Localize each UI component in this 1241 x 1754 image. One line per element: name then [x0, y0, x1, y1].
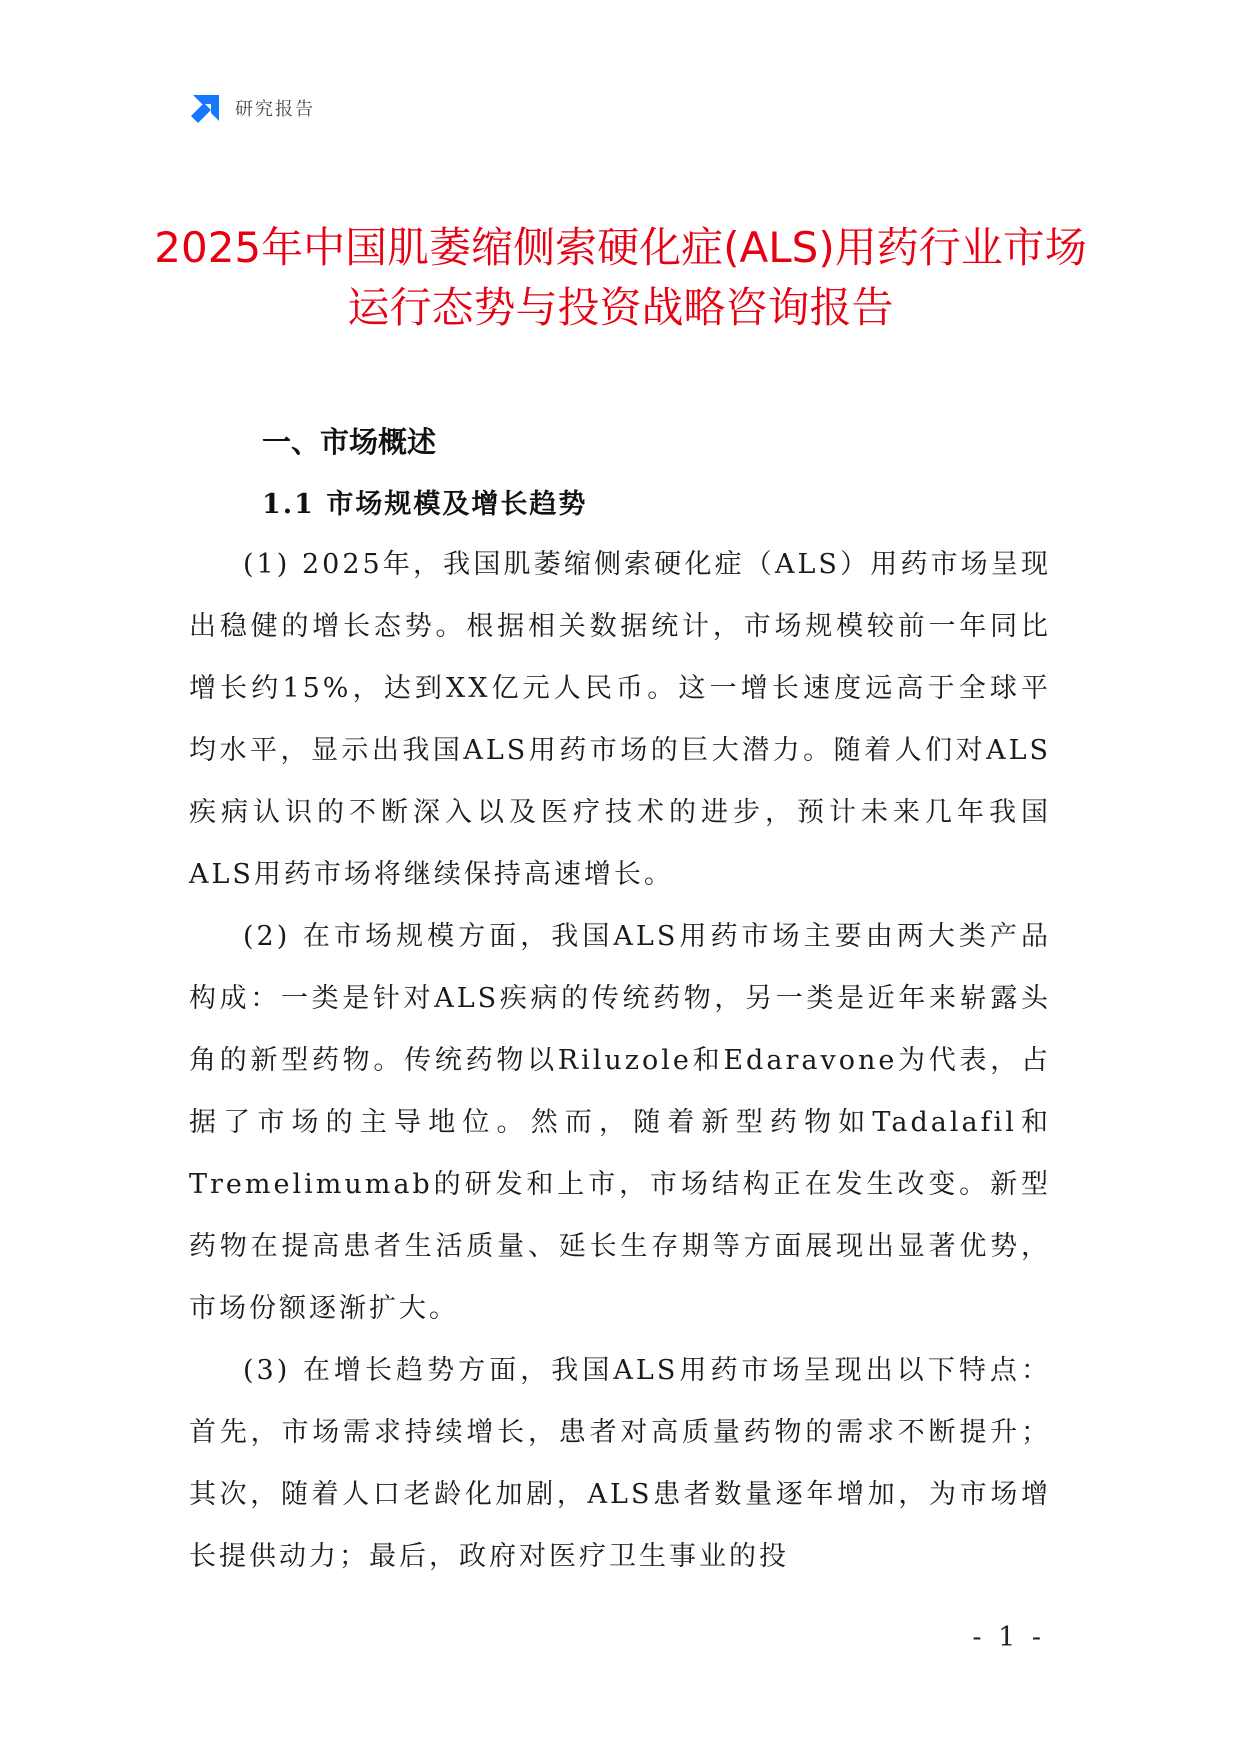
report-header	[189, 90, 315, 126]
header-label: 研究报告	[235, 99, 315, 120]
body-text	[189, 534, 1051, 1588]
sub-heading: 1.1 市场规模及增长趋势	[262, 489, 588, 520]
paragraph-2: (2) 在市场规模方面，我国ALS用药市场主要由两大类产品构成：一类是针对ALS疾病的传统药物，另一类是近年来崭露头角的新型药物。传统药物以Riluzole和Edaravone为代表，占据了市场的主导地位。然而，随着新型药物如Tadalafil和Tremelimumab的研发和上市，市场结构正在发生改变。新型药物在提高患者生活质量、延长生存期等方面展现出显著优势，市场份额逐渐扩大。	[189, 921, 1051, 1324]
section-heading: 一、市场概述	[262, 425, 437, 459]
paragraph-3: (3) 在增长趋势方面，我国ALS用药市场呈现出以下特点：首先，市场需求持续增长，患者对高质量药物的需求不断提升；其次，随着人口老龄化加剧，ALS患者数量逐年增加，为市场增长提供动力；最后，政府对医疗卫生事业的投	[189, 1355, 1051, 1572]
arrow-up-right-icon	[189, 91, 223, 125]
paragraph-1: (1) 2025年，我国肌萎缩侧索硬化症（ALS）用药市场呈现出稳健的增长态势。根据相关数据统计，市场规模较前一年同比增长约15%，达到XX亿元人民币。这一增长速度远高于全球平均水平，显示出我国ALS用药市场的巨大潜力。随着人们对ALS疾病认识的不断深入以及医疗技术的进步，预计未来几年我国ALS用药市场将继续保持高速增长。	[189, 549, 1051, 890]
report-title: 2025年中国肌萎缩侧索硬化症(ALS)用药行业市场运行态势与投资战略咨询报告	[154, 223, 1087, 332]
page-number: - 1 -	[972, 1622, 1045, 1653]
